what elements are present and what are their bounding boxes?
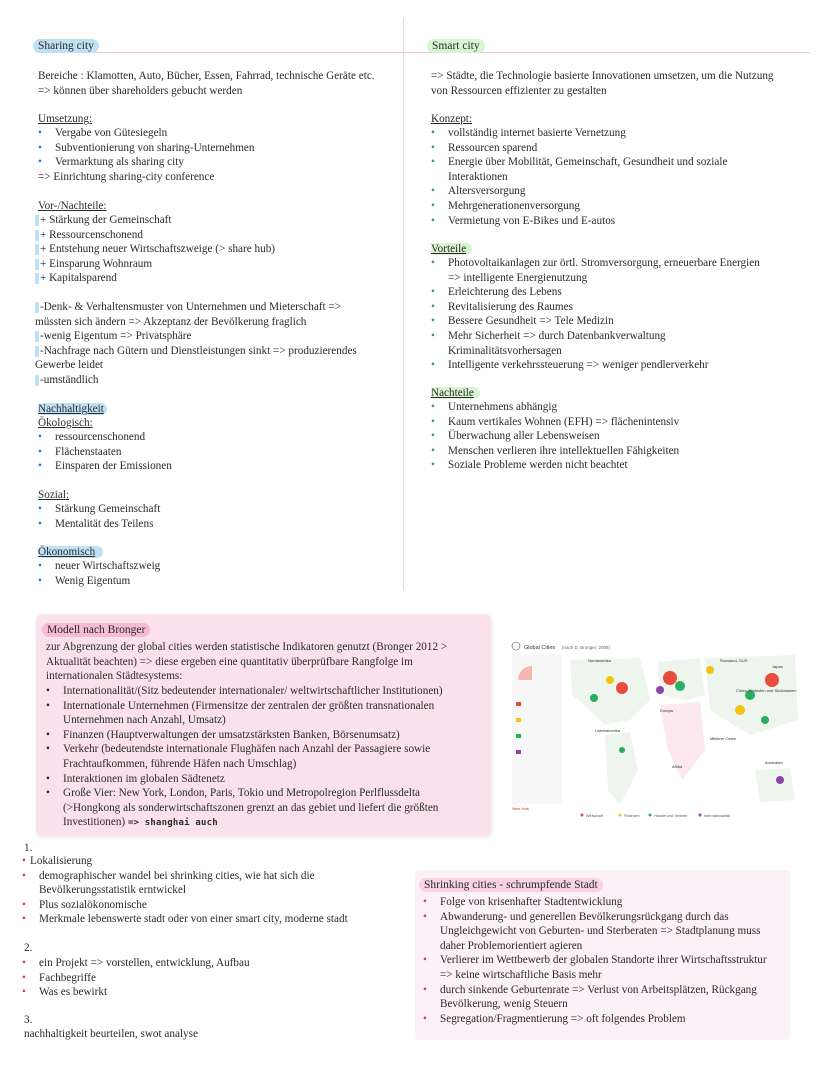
marker <box>35 259 39 270</box>
map-legend-city: New York <box>512 806 529 811</box>
legend-swatch <box>516 750 521 754</box>
list-item: • Finanzen (Hauptverwaltungen der umsatzstärksten Banken, Börsenumsatz) <box>46 728 476 743</box>
konzept-heading: Konzept: <box>431 113 473 125</box>
sharing-city-intro: Bereiche : Klamotten, Auto, Bücher, Essen, Fahrrad, technische Geräte etc. => können über shareholders gebucht werden <box>38 70 375 97</box>
task-3-text: nachhaltigkeit beurteilen, swot analyse <box>24 1028 198 1040</box>
task-number-2: 2. <box>24 942 33 954</box>
city-marker <box>663 671 677 685</box>
vorteile-list <box>431 256 771 373</box>
region-label: Australien <box>765 760 783 765</box>
konzept-list <box>431 126 771 228</box>
bronger-list <box>46 684 476 831</box>
region-label: China, Südosten und Südostasien <box>736 688 797 693</box>
list-item: • Vermietung von E-Bikes und E-autos <box>431 214 771 229</box>
marker <box>35 375 39 386</box>
legend-swatch <box>516 718 521 722</box>
list-item: • Interaktionen im globalen Sädtenetz <box>46 772 476 787</box>
vor-nachteile-heading: Vor-/Nachteile: <box>38 200 107 212</box>
marker <box>35 273 39 284</box>
legend-label: Wirtschaft <box>586 814 603 818</box>
list-item: + Ressourcenschonend <box>35 228 380 243</box>
sharing-city-title: Sharing city <box>33 40 99 52</box>
list-item: • Wenig Eigentum <box>38 574 378 589</box>
list-item: -umständlich <box>35 373 380 388</box>
list-item: • Soziale Probleme werden nicht beachtet <box>431 458 771 473</box>
list-item: • Folge von krisenhafter Stadtentwicklung <box>423 895 778 910</box>
region-label: Mittlerer Osten <box>710 736 737 741</box>
legend-dot <box>581 814 584 817</box>
task-1-list <box>22 854 382 927</box>
list-item: + Entstehung neuer Wirtschaftszweige (> share hub) <box>35 242 380 257</box>
task-number-1: 1. <box>24 842 33 854</box>
list-item: • Was es bewirkt <box>22 985 382 1000</box>
task-2-list <box>22 956 382 1000</box>
city-marker <box>590 694 598 702</box>
list-item: • Menschen verlieren ihre intellektuellen Fähigkeiten <box>431 444 771 459</box>
header-divider <box>40 52 810 53</box>
region-label: Europa <box>660 708 673 713</box>
city-marker <box>776 776 784 784</box>
region-label: Japan <box>772 664 783 669</box>
region-label: Russland, GUS <box>720 658 748 663</box>
marker <box>35 331 39 342</box>
global-cities-map <box>510 640 800 820</box>
nachhaltigkeit-heading: Nachhaltigkeit <box>38 402 107 417</box>
list-item: • Segregation/Fragmentierung => oft folgendes Problem <box>423 1012 778 1027</box>
legend-dot <box>619 814 622 817</box>
list-item: + Einsparung Wohnraum <box>35 257 380 272</box>
region-label: Afrika <box>672 764 683 769</box>
oekologisch-heading: Ökologisch: <box>38 417 93 429</box>
list-item: • Einsparen der Emissionen <box>38 459 378 474</box>
map-subtitle: (nach D. Bronger, 2008) <box>562 645 611 650</box>
list-item: • Verlierer im Wettbewerb der globalen Standorte ihrer Wirtschaftsstruktur => keine wirtschaftliche Basis mehr <box>423 953 778 982</box>
legend-label: Finanzen <box>624 814 640 818</box>
marker <box>35 346 39 357</box>
list-item: • Flächenstaaten <box>38 445 378 460</box>
continent-australia <box>755 768 795 802</box>
smart-city-title: Smart city <box>427 40 485 52</box>
map-title: Global Cities <box>524 645 556 651</box>
list-item: • Fachbegriffe <box>22 971 382 986</box>
list-item: • Intelligente verkehrssteuerung => weniger pendlerverkehr <box>431 358 771 373</box>
oekonomisch-list <box>38 559 378 588</box>
column-divider <box>403 18 404 590</box>
list-item: • Kaum vertikales Wohnen (EFH) => flächenintensiv <box>431 415 771 430</box>
sozial-list <box>38 502 378 531</box>
list-item: • demographischer wandel bei shrinking cities, wie hat sich die Bevölkerungsstatistik erntwickel <box>22 869 382 898</box>
list-item: • Merkmale lebenswerte stadt oder von einer smart city, moderne stadt <box>22 912 382 927</box>
nachteile-list <box>431 400 771 473</box>
list-item: • Energie über Mobilität, Gemeinschaft, Gesundheit und soziale Interaktionen <box>431 155 771 184</box>
list-item: • Vergabe von Gütesiegeln <box>38 126 378 141</box>
list-item: • Plus sozialökonomische <box>22 898 382 913</box>
city-marker <box>735 705 745 715</box>
marker <box>35 215 39 226</box>
legend-swatch <box>516 734 521 738</box>
city-marker <box>616 682 628 694</box>
legend-label: Internationalität <box>704 814 730 818</box>
list-item: • Altersversorgung <box>431 184 771 199</box>
region-label: Nordamerika <box>588 658 611 663</box>
oekonomisch-heading: Ökonomisch <box>38 545 103 560</box>
list-item: • Erleichterung des Lebens <box>431 285 771 300</box>
cons-list <box>35 300 380 388</box>
oekologisch-list <box>38 430 378 474</box>
city-marker <box>675 681 685 691</box>
list-item: • Lokalisierung <box>22 854 382 869</box>
list-item: • Internationalität/(Sitz bedeutender internationaler/ weltwirtschaftlicher Institutionen) <box>46 684 476 699</box>
list-item: • Große Vier: New York, London, Paris, Tokio und Metropolregion Perlflussdelta (>Hongkong als sonderwirtschaftszonen grenzt an das gebiet und liefert die größten Investitionen) => shanghai auch <box>46 786 476 831</box>
city-marker <box>761 716 769 724</box>
list-item: -wenig Eigentum => Privatsphäre <box>35 329 380 344</box>
list-item: -Denk- & Verhaltensmuster von Unternehmen und Mieterschaft => müssten sich ändern => Akzeptanz der Bevölkerung fraglich <box>35 301 342 328</box>
list-item: + Kapitalsparend <box>35 271 380 286</box>
list-item: • Revitalisierung des Raumes <box>431 300 771 315</box>
list-item: • Überwachung aller Lebensweisen <box>431 429 771 444</box>
list-item: + Stärkung der Gemeinschaft <box>35 213 380 228</box>
city-marker <box>656 686 664 694</box>
list-item: • Ressourcen sparend <box>431 141 771 156</box>
city-marker <box>765 673 779 687</box>
marker <box>35 230 39 241</box>
legend-swatch <box>516 702 521 706</box>
vorteile-heading: Vorteile <box>431 242 472 257</box>
legend-label: Handel und Verkehr <box>654 814 688 818</box>
list-item: -Nachfrage nach Gütern und Dienstleistungen sinkt => produzierendes Gewerbe leidet <box>35 344 357 372</box>
marker <box>35 244 39 255</box>
list-item: • vollständig internet basierte Vernetzung <box>431 126 771 141</box>
marker <box>35 302 39 313</box>
city-marker <box>706 666 714 674</box>
shrinking-title: Shrinking cities - schrumpfende Stadt <box>419 879 603 891</box>
list-item: • Mentalität des Teilens <box>38 517 378 532</box>
list-item: • neuer Wirtschaftszweig <box>38 559 378 574</box>
umsetzung-tail: => Einrichtung sharing-city conference <box>38 171 215 183</box>
list-item: • Verkehr (bedeutendste internationale Flughäfen nach Anzahl der Passagiere sowie Frachtaufkommen, führende Häfen nach Umschlag) <box>46 742 476 771</box>
smart-city-intro: => Städte, die Technologie basierte Innovationen umsetzen, um die Nutzung von Ressourcen effizienter zu gestalten <box>431 70 774 97</box>
umsetzung-list <box>38 126 378 170</box>
umsetzung-heading: Umsetzung: <box>38 113 93 125</box>
city-marker <box>619 747 625 753</box>
list-item: • Mehrgenerationenversorgung <box>431 199 771 214</box>
city-marker <box>606 676 614 684</box>
list-item: • Stärkung Gemeinschaft <box>38 502 378 517</box>
list-item: • ein Projekt => vorstellen, entwicklung, Aufbau <box>22 956 382 971</box>
region-label: Lateinamerika <box>595 728 621 733</box>
task-number-3: 3. <box>24 1014 33 1026</box>
handwritten-note: => shanghai auch <box>127 818 218 829</box>
nachteile-heading: Nachteile <box>431 386 480 401</box>
list-item: • Bessere Gesundheit => Tele Medizin <box>431 314 771 329</box>
shrinking-list <box>423 895 778 1026</box>
list-item: • Photovoltaikanlagen zur örtl. Stromversorgung, erneuerbare Energien => intelligente Energienutzung <box>431 256 771 285</box>
legend-dot <box>649 814 652 817</box>
list-item: • Mehr Sicherheit => durch Datenbankverwaltung Kriminalitätsvorhersagen <box>431 329 771 358</box>
legend-dot <box>699 814 702 817</box>
bronger-intro: zur Abgrenzung der global cities werden statistische Indikatoren genutzt (Bronger 2012 > Aktualität beachten) => diese ergeben eine quantitativ überprüfbare Rangfolge im internationalen Städtesystems: <box>46 641 448 683</box>
list-item: • Abwanderung- und generellen Bevölkerungsrückgang durch das Ungleichgewicht von Geburten- und Sterberaten => Stadtplanung muss daher Problemorientiert agieren <box>423 910 778 954</box>
pros-list <box>35 213 380 286</box>
bronger-title: Modell nach Bronger <box>42 624 150 636</box>
list-item: • durch sinkende Geburtenrate => Verlust von Arbeitsplätzen, Rückgang Bevölkerung, wenig Steuern <box>423 983 778 1012</box>
list-item: • ressourcenschonend <box>38 430 378 445</box>
list-item: • Unternehmens abhängig <box>431 400 771 415</box>
list-item: • Subventionierung von sharing-Unternehmen <box>38 141 378 156</box>
sozial-heading: Sozial: <box>38 489 70 501</box>
list-item: • Internationale Unternehmen (Firmensitze der zentralen der größten transnationalen Unternehmen nach Anzahl, Umsatz) <box>46 699 476 728</box>
list-item: • Vermarktung als sharing city <box>38 155 378 170</box>
map-number-icon <box>512 642 520 650</box>
